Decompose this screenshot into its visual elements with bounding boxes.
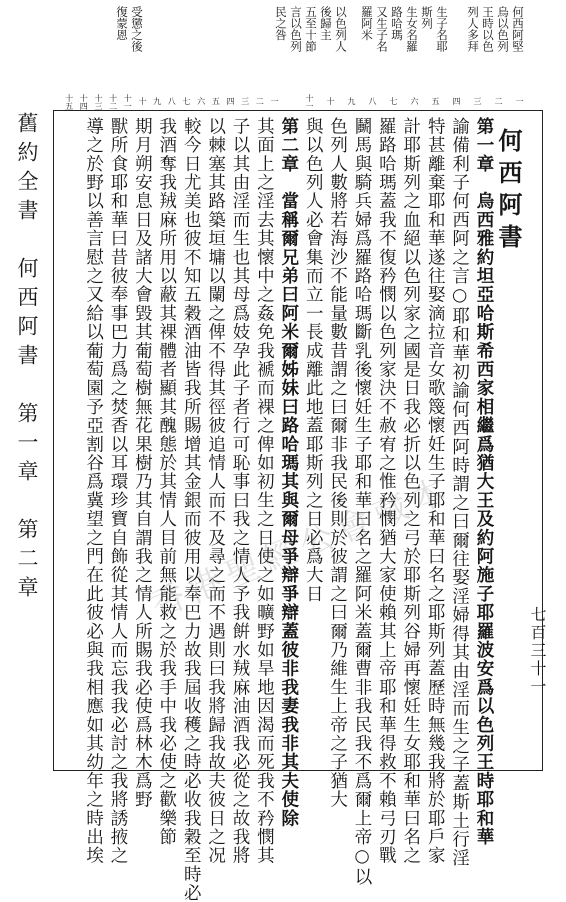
note-line: 受懲之後 [130,6,144,52]
note-line: 又生子名 [375,6,389,52]
note-line: 列人多拜 [466,6,480,52]
text-column: 其面上之淫去其懷中之姦免我褫而裸之俾如初生之日使之如曠野如旱地因渴而死我不矜憫其 [254,117,275,865]
verse-number: 八 [167,97,177,105]
verse-number: 十 [137,97,147,105]
text-column: 較今日尤美也彼不知五穀酒油皆我所賜增其金銀而彼用以奉巴力故我屆收穫之時必收我穀至時必 [181,117,202,902]
running-title: 舊約全書 何西阿書 第一章 第二章 [15,112,39,605]
verse-number: 五 [431,97,440,105]
note-line: 復蒙恩 [115,6,129,41]
book-title: 何西阿書 [494,128,523,256]
verse-number: 九 [152,97,162,105]
verse-number: 二 [255,97,265,105]
verse-number: 一 [515,97,524,105]
notes-group-a [454,6,524,96]
text-column: 以棘塞其路築垣墉以闌之俾不得其徑彼追情人而不及尋之而不遇則曰我將歸我故夫彼日之况 [205,117,226,865]
note-line: 羅阿米 [360,6,374,41]
verse-number: 一 [270,97,279,105]
verse-number: 十四 [79,94,89,110]
verse-number: 十一 [123,94,133,110]
text-column: 與以色列人必會集而立一長成離此地蓋耶斯列之日必爲大日 [303,117,324,604]
verse-number: 七 [389,97,398,105]
note-line: 路哈瑪 [390,6,404,41]
note-line: 生子名耶 [435,6,449,52]
note-line: 斯列 [420,6,434,29]
verse-numbers-left [60,94,280,108]
verse-number: 十三 [93,94,103,110]
verse-number: 八 [368,97,377,105]
text-column: 我酒奪我羢麻所用以蔽其裸體者顯其醜態於其情人目前無能救之於我手中我必使之歡樂節 [156,117,177,847]
notes-group-c [267,6,347,96]
text-column: 色列人數將若海沙不能量數昔謂之曰爾非我民後則於彼謂之曰爾乃維生上帝之子猶大 [327,117,348,809]
verse-number: 九 [347,97,356,105]
verse-number: 二 [494,97,503,105]
page-number: 七百三十一 [528,606,547,696]
note-line: 民之咎 [274,6,288,41]
verse-number: 六 [196,97,206,105]
note-line: 以色列人 [334,6,348,52]
text-column: 特甚離棄耶和華遂往娶滴拉音女歌篾懷妊生子耶和華曰名之耶斯列蓋歷時無幾我將於耶戶家 [425,117,446,865]
verse-number: 三 [240,97,250,105]
verse-numbers-right [285,94,525,108]
verse-number: 十一 [305,94,314,110]
verse-number: 四 [225,97,235,105]
verse-number: 十 [326,97,335,105]
verse-number: 四 [452,97,461,105]
verse-number: 五 [211,97,221,105]
verse-number: 十五 [64,94,74,110]
text-column: 獸所食耶和華曰昔彼奉事巴力爲之焚香以耳環珍寶自飾從其情人而忘我我必討之我將誘掖之 [108,117,128,865]
note-line: 言以色列 [289,6,303,52]
note-line: 生女名羅 [405,6,419,52]
text-column: 期月朔安息日及諸大會毀其葡萄樹無花果樹乃其自謂我之情人所賜我必使爲林木爲野 [132,117,153,809]
text-column: 鬭馬與騎兵婦爲羅路哈瑪斷乳後懷妊生子耶和華曰名之羅阿米蓋爾曹非我民我不爲爾上帝○以 [352,117,372,887]
verse-number: 七 [181,97,191,105]
note-line: 後歸主 [319,6,333,41]
text-column: 諭備利子何西阿之言○耶和華初諭何西阿時謂之曰爾往娶淫婦得其由淫而生之子蓋斯土行淫 [449,117,470,868]
text-column: 計耶斯列之血絕以色列家之國是日我必折以色列之弓於耶斯列谷婦再懷妊生女耶和華曰名之 [400,117,421,865]
verse-number: 十二 [108,94,118,110]
text-column: 羅路哈瑪蓋我不復矜憫以色列家決不赦宥之惟矜憫猶大家使賴其上帝耶和華得救不賴弓刃戰 [376,117,397,865]
notes-group-d [28,6,143,96]
notes-group-b [354,6,448,96]
verse-number: 三 [473,97,482,105]
note-line: 王時以色 [481,6,495,52]
text-column: 導之於野以善言慰之又給以葡萄園予亞割谷爲冀望之門在此彼必與我相應如其幼年之時出埃 [83,117,104,865]
verse-number: 六 [410,97,419,105]
note-line: 五至十節 [304,6,318,52]
text-column: 第二章 當稱爾兄弟曰阿米爾姊妹曰路哈瑪其與爾母爭辯爭辯蓋彼非我妻我非其夫使除 [278,117,299,828]
note-line: 何西阿堅 [511,6,525,52]
text-column: 子以其由淫而生也其母爲妓孕此子者行可恥事曰我之情人予我餠水羢麻油酒我必從之故我將 [230,117,250,865]
note-line: 烏以色列 [496,6,510,52]
text-column: 第一章 烏西雅約坦亞哈斯希西家相繼爲猶大王及約阿施子耶羅波安爲以色列王時耶和華 [474,117,494,847]
library-watermark: 香港聖經公會藏本 [145,469,458,627]
